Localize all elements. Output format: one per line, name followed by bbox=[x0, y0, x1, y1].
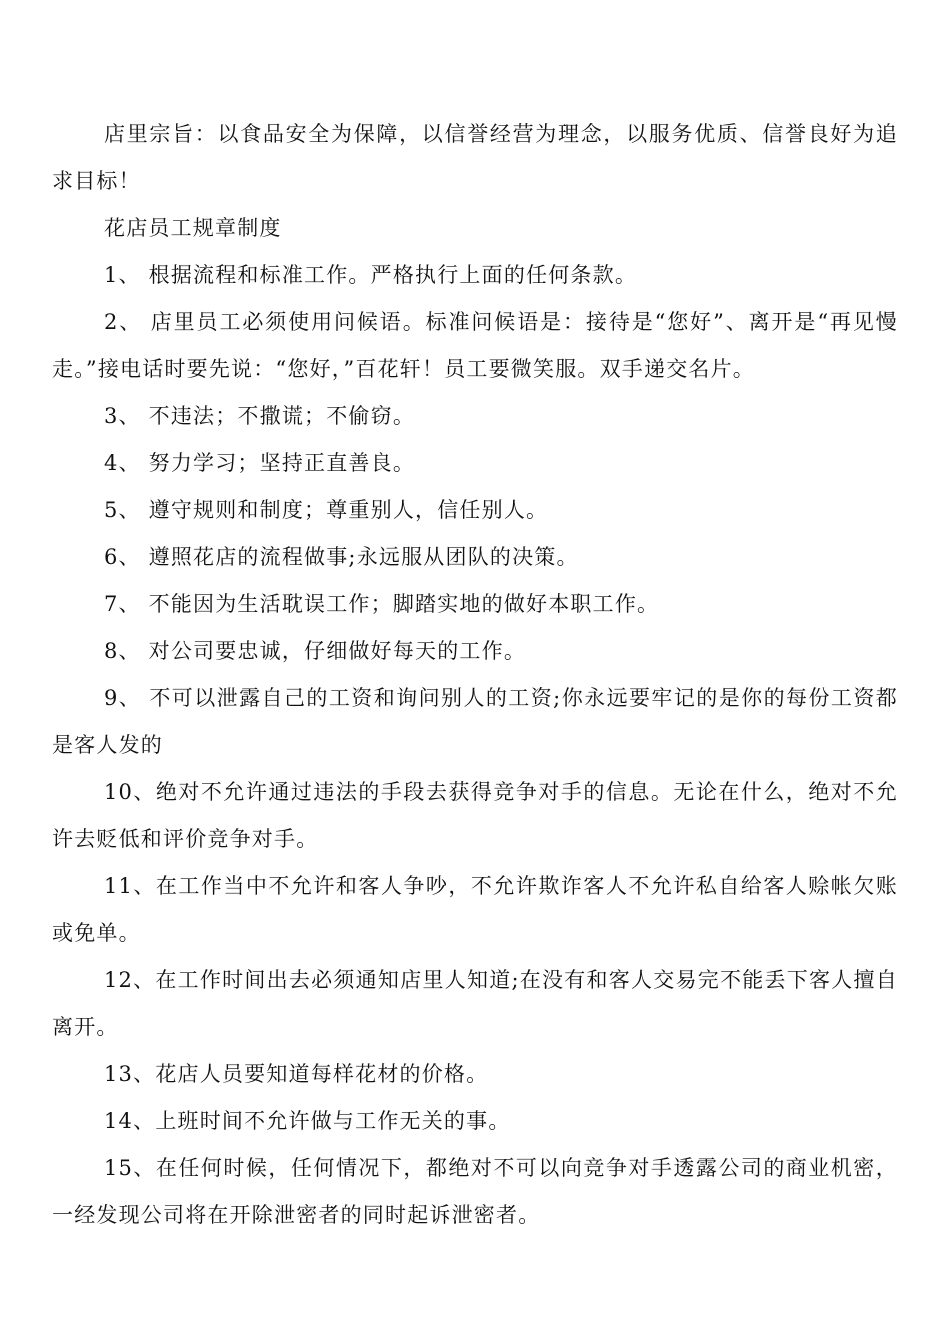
rule-3: 3、 不违法；不撒谎；不偷窃。 bbox=[104, 404, 416, 428]
rule-1: 1、 根据流程和标准工作。严格执行上面的任何条款。 bbox=[104, 263, 638, 287]
rule-2: 2、 店里员工必须使用问候语。标准问候语是：接待是“您好”、离开是“再见慢走。”接电话时要先说：“您好，”百花轩！员工要微笑服。双手递交名片。 bbox=[52, 310, 898, 381]
rule-5: 5、 遵守规则和制度；尊重别人，信任别人。 bbox=[104, 498, 549, 522]
rule-4: 4、 努力学习；坚持正直善良。 bbox=[104, 451, 416, 475]
rule-9: 9、 不可以泄露自己的工资和询问别人的工资;你永远要牢记的是你的每份工资都是客人发的 bbox=[52, 686, 898, 757]
rule-15: 15、在任何时候，任何情况下，都绝对不可以向竞争对手透露公司的商业机密，一经发现公司将在开除泄密者的同时起诉泄密者。 bbox=[52, 1156, 898, 1227]
rule-13: 13、花店人员要知道每样花材的价格。 bbox=[104, 1062, 489, 1086]
rule-6: 6、 遵照花店的流程做事;永远服从团队的决策。 bbox=[104, 545, 579, 569]
rule-14: 14、上班时间不允许做与工作无关的事。 bbox=[104, 1109, 511, 1133]
rule-11: 11、在工作当中不允许和客人争吵，不允许欺诈客人不允许私自给客人赊帐欠账或免单。 bbox=[52, 874, 898, 945]
shop-motto-paragraph: 店里宗旨：以食品安全为保障，以信誉经营为理念，以服务优质、信誉良好为追求目标！ bbox=[52, 122, 898, 193]
section-title: 花店员工规章制度 bbox=[104, 216, 282, 240]
rule-10: 10、绝对不允许通过违法的手段去获得竞争对手的信息。无论在什么，绝对不允许去贬低和评价竞争对手。 bbox=[52, 780, 898, 851]
rule-8: 8、 对公司要忠诚，仔细做好每天的工作。 bbox=[104, 639, 527, 663]
document-body bbox=[52, 111, 898, 1239]
rule-7: 7、 不能因为生活耽误工作；脚踏实地的做好本职工作。 bbox=[104, 592, 660, 616]
rule-12: 12、在工作时间出去必须通知店里人知道;在没有和客人交易完不能丢下客人擅自离开。 bbox=[52, 968, 898, 1039]
